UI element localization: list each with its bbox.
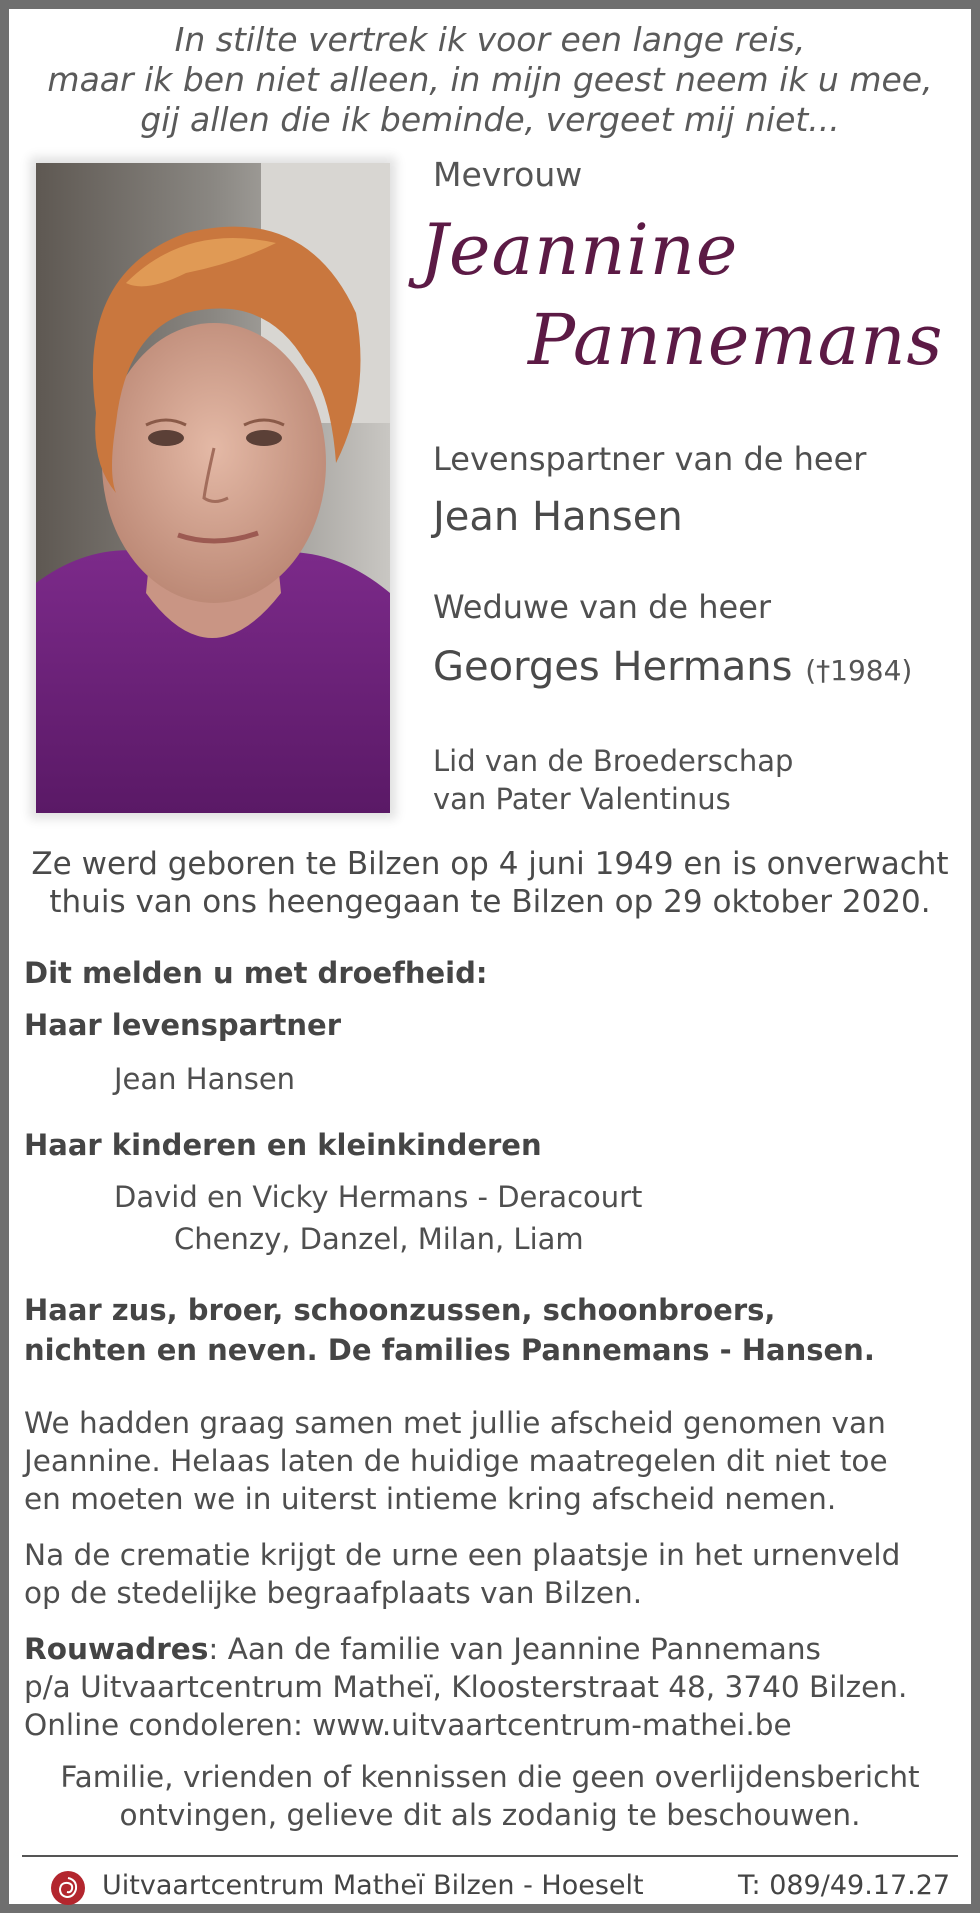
- birth-line-1: Ze werd geboren te Bilzen op 4 juni 1949 en is onverwacht: [31, 846, 949, 882]
- membership-line-1: Lid van de Broederschap: [433, 744, 794, 778]
- funeral-home-name: Uitvaartcentrum Matheï Bilzen - Hoeselt: [102, 1870, 644, 1901]
- children-line-2: Chenzy, Danzel, Milan, Liam: [174, 1222, 584, 1256]
- verse-line-1: In stilte vertrek ik voor een lange reis,: [174, 20, 806, 59]
- verse-line-2: maar ik ben niet alleen, in mijn geest neem ik u mee,: [47, 60, 933, 99]
- family-line-1: Haar zus, broer, schoonzussen, schoonbroers,: [24, 1293, 776, 1327]
- urn-line-1: Na de crematie krijgt de urne een plaatsje in het urnenveld: [24, 1538, 901, 1572]
- family-line-2: nichten en neven. De families Pannemans - Hansen.: [24, 1333, 875, 1367]
- late-husband: [433, 644, 912, 690]
- farewell-line-2: Jeannine. Helaas laten de huidige maatregelen dit niet toe: [24, 1444, 888, 1478]
- deceased-first-name: Jeannine: [420, 209, 739, 291]
- membership-note: [433, 742, 793, 818]
- address-line-1-text: : Aan de familie van Jeannine Pannemans: [208, 1632, 821, 1666]
- partner-label: Levenspartner van de heer: [433, 440, 867, 478]
- address-line-1: [24, 1630, 959, 1668]
- portrait-illustration: [36, 163, 390, 813]
- family-entry: [24, 1290, 875, 1370]
- footer-divider: [22, 1855, 958, 1857]
- announcers-intro: Dit melden u met droefheid:: [24, 956, 488, 990]
- farewell-paragraph: [24, 1404, 959, 1518]
- partner-entry: Jean Hansen: [114, 1062, 296, 1096]
- opening-verse: [30, 20, 950, 140]
- closing-line-2: ontvingen, gelieve dit als zodanig te beschouwen.: [119, 1798, 861, 1832]
- partner-heading: Haar levenspartner: [24, 1008, 342, 1042]
- funeral-home-phone: T: 089/49.17.27: [738, 1870, 951, 1901]
- address-line-3: Online condoleren: www.uitvaartcentrum-mathei.be: [24, 1708, 792, 1742]
- honorific-title: Mevrouw: [433, 155, 583, 194]
- partner-name: Jean Hansen: [433, 494, 683, 540]
- farewell-line-1: We hadden graag samen met jullie afscheid genomen van: [24, 1406, 886, 1440]
- children-heading: Haar kinderen en kleinkinderen: [24, 1128, 542, 1162]
- late-husband-death-year: (†1984): [805, 654, 913, 687]
- urn-paragraph: [24, 1536, 959, 1612]
- urn-line-2: op de stedelijke begraafplaats van Bilzen.: [24, 1576, 643, 1610]
- address-label: Rouwadres: [24, 1632, 209, 1666]
- rose-logo-icon: [50, 1870, 86, 1906]
- closing-note: [20, 1758, 960, 1834]
- widow-label: Weduwe van de heer: [433, 588, 772, 626]
- address-line-2: p/a Uitvaartcentrum Matheï, Kloosterstraat 48, 3740 Bilzen.: [24, 1670, 908, 1704]
- portrait-photo: [36, 163, 390, 813]
- birth-line-2: thuis van ons heengegaan te Bilzen op 29 oktober 2020.: [49, 884, 931, 920]
- deceased-last-name: Pannemans: [528, 299, 944, 381]
- birth-death-statement: [20, 845, 960, 921]
- children-line-1: David en Vicky Hermans - Deracourt: [114, 1180, 643, 1214]
- mourning-address: [24, 1630, 959, 1744]
- farewell-line-3: en moeten we in uiterst intieme kring afscheid nemen.: [24, 1482, 837, 1516]
- late-husband-name: Georges Hermans: [433, 644, 793, 690]
- membership-line-2: van Pater Valentinus: [433, 782, 731, 816]
- verse-line-3: gij allen die ik beminde, vergeet mij niet...: [140, 100, 840, 139]
- closing-line-1: Familie, vrienden of kennissen die geen overlijdensbericht: [60, 1760, 920, 1794]
